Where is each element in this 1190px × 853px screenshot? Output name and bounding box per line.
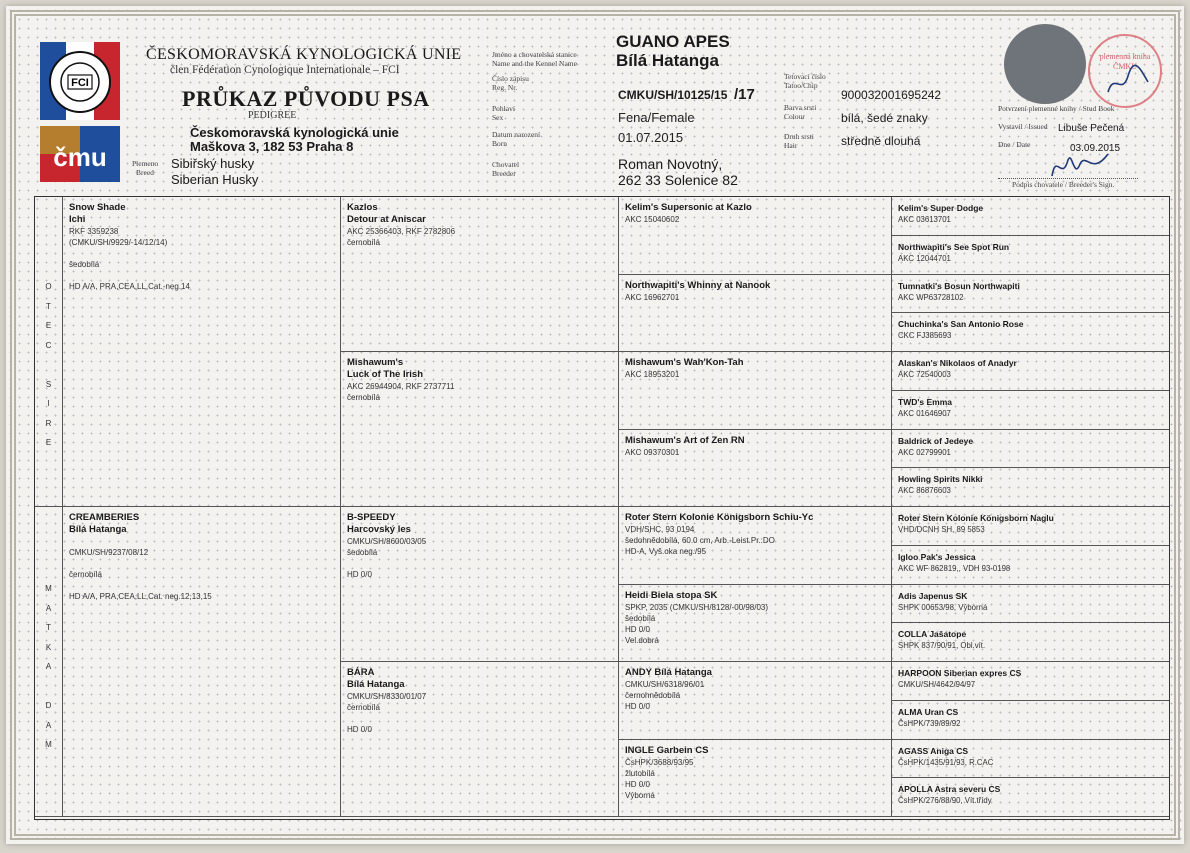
sire-side-label	[35, 197, 63, 507]
great-great-grandparent-cell	[892, 275, 1169, 314]
stamp-text: plemenná kniha ČMKU	[1099, 52, 1151, 71]
dog-name-line: Kelim's Supersonic at Kazlo	[625, 202, 752, 213]
grandparent-cell	[341, 197, 619, 352]
dam-side-label	[35, 507, 63, 817]
reg-suffix: /17	[734, 86, 755, 103]
dog-info-line: SHPK 00653/98, Výborná	[898, 602, 988, 612]
reg-number: CMKU/SH/10125/15	[618, 88, 728, 102]
dog-name-line: Northwapiti's Whinny at Nanook	[625, 279, 771, 291]
great-grandparent-cell	[619, 507, 892, 585]
dog-info-line: SPKP, 2035 (CMKU/SH/8128/-00/98/03)	[625, 602, 769, 612]
dog-name-line: Bílá Hatanga	[69, 524, 127, 535]
dog-info-line: HD A/A, PRA,CEA,LL,Cat. neg.12,13,15	[69, 592, 212, 601]
dog-name-line: Ichi	[69, 214, 86, 225]
great-great-grandparent-cell	[892, 468, 1169, 507]
dog-info-line: AKC 18953201	[625, 370, 680, 379]
great-grandparent-cell	[619, 430, 892, 508]
dam-side-letters	[35, 579, 62, 755]
dog-info-line: HD 0/0	[625, 624, 650, 634]
dog-name-line: Kazlos	[347, 202, 378, 213]
dog-info-line: AKC 02799901	[898, 447, 951, 457]
dog-info-line: Výborná	[625, 790, 655, 800]
breed-cz: Sibiřský husky	[171, 156, 255, 171]
hair-value: středně dlouhá	[841, 134, 921, 148]
great-great-grandparent-cell	[892, 740, 1169, 779]
great-great-grandparent-cell	[892, 662, 1169, 701]
dog-name-line1: GUANO APES	[616, 32, 730, 51]
fci-member-line: člen Fédération Cynologique Internationale – FCI	[170, 64, 400, 76]
signature-line	[998, 178, 1138, 179]
side-letter: M	[45, 584, 52, 593]
dog-info-line: černohnědobílá	[625, 691, 681, 700]
dog-info-line: AKC 12044701	[898, 253, 951, 263]
dog-name-line: Adis Japenus SK	[898, 590, 968, 601]
dog-info-line: CMKU/SH/9237/08/12	[69, 548, 149, 557]
dog-name-line: BÁRA	[347, 667, 375, 678]
dog-name-line: Heidi Biela stopa SK	[625, 589, 718, 601]
sex-value: Fena/Female	[618, 110, 695, 125]
fci-logo-text: FCI	[71, 77, 89, 89]
dog-info-line: HD-A, Vyš.oka neg./95	[625, 547, 707, 556]
great-great-grandparent-cell	[892, 352, 1169, 391]
dog-info-line: HD 0/0	[347, 570, 372, 579]
grandparent-cell	[341, 352, 619, 507]
dog-info-line: AKC 03613701	[898, 215, 951, 224]
dog-name-line: B-SPEEDY	[347, 512, 396, 523]
dog-info-line	[69, 580, 334, 591]
fci-logo-icon	[40, 42, 120, 120]
stamp-signature-icon	[1104, 62, 1154, 102]
dog-info-line: černobílá	[347, 238, 380, 247]
name-label-cz: Jméno a chovatelská stanice	[492, 50, 577, 59]
side-letter: T	[46, 301, 51, 311]
dog-info-line: AKC 72540003	[898, 370, 951, 379]
side-letter: T	[46, 623, 51, 632]
dog-info-line: šedobílá	[347, 548, 378, 557]
document-subtitle: PEDIGREE	[248, 110, 297, 121]
dog-name-line: Alaskan's Nikolaos of Anadyr	[898, 358, 1017, 368]
side-letter: A	[45, 662, 52, 671]
dog-name-line: Roter Stern Kolonie Königsborn Schiu-Yc	[625, 512, 814, 523]
dog-name-line: Igloo Pak's Jessica	[898, 551, 976, 562]
sex-label-en: Sex	[492, 113, 504, 122]
great-great-grandparent-cell	[892, 236, 1169, 275]
dog-name-line: Roter Stern Kolonie Königsborn Naglu	[898, 513, 1054, 523]
side-letter: D	[45, 701, 52, 710]
dog-info-line: AKC 01646907	[898, 408, 951, 418]
dog-name-line: Mishawum's	[347, 357, 404, 368]
cmu-logo-text: čmu	[53, 142, 107, 172]
dog-name-line: CREAMBERIES	[69, 512, 140, 523]
great-grandparent-cell	[619, 740, 892, 818]
side-letter: R	[45, 418, 52, 428]
dog-info-line: černobílá	[347, 703, 380, 712]
cmu-logo-icon	[40, 126, 120, 182]
sire-dam-cell	[63, 507, 341, 817]
hair-label-en: Hair	[784, 141, 798, 150]
great-great-grandparent-cell	[892, 778, 1169, 817]
sire-dam-cell	[63, 197, 341, 507]
stud-book-label: Potvrzení plemenné knihy / Stud Book	[998, 104, 1115, 113]
dog-info-line: AKC WF 862819,, VDH 93-0198	[898, 563, 1011, 573]
great-grandparent-cell	[619, 197, 892, 275]
dog-info-line	[69, 558, 334, 569]
dog-name-line: INGLE Garbein CS	[625, 744, 709, 756]
org-name: ČESKOMORAVSKÁ KYNOLOGICKÁ UNIE	[146, 46, 462, 63]
dog-info-line: CMKU/SH/4642/94/97	[898, 680, 976, 689]
dog-info-line: HD 0/0	[625, 779, 650, 789]
dog-info-line: AKC 86876603	[898, 486, 951, 496]
dog-info-line: AKC 15040602	[625, 215, 680, 224]
breed-label-cz: Plemeno	[132, 159, 159, 168]
dog-name-line: COLLA Jašatope	[898, 629, 967, 640]
dog-name-line: TWD's Emma	[898, 396, 952, 407]
dog-info-line: RKF 3359238	[69, 227, 119, 236]
colour-value: bílá, šedé znaky	[841, 111, 928, 125]
born-label-cz: Datum narození	[492, 130, 541, 139]
great-great-grandparent-cell	[892, 701, 1169, 740]
dog-info-line: černobílá	[347, 393, 380, 402]
breeder-line1: Roman Novotný,	[618, 156, 723, 172]
side-letter: O	[45, 282, 52, 291]
great-grandparent-cell	[619, 585, 892, 663]
chip-label-cz: Tetovací číslo	[784, 72, 826, 81]
dog-info-line: ČsHPK/3688/93/95	[625, 757, 694, 767]
sire-side-letters	[35, 277, 62, 453]
date-label: Dne / Date	[998, 140, 1031, 149]
great-great-grandparent-cell	[892, 313, 1169, 352]
dog-info-line: žlutobílá	[625, 768, 655, 778]
dog-info-line: CKC FJ385693	[898, 331, 952, 341]
grandparent-cell	[341, 662, 619, 817]
dog-name-line: Chuchinka's San Antonio Rose	[898, 319, 1024, 330]
dog-name-line: ANDY Bílá Hatanga	[625, 667, 712, 678]
dog-info-line: šedohnědobílá, 60.0 cm, Arb.-Leist.Pr.:DO	[625, 536, 775, 545]
pedigree-table	[34, 196, 1170, 820]
dog-info-line: Vel.dobrá	[625, 635, 659, 645]
issuer-name: Českomoravská kynologická unie	[190, 125, 399, 140]
reg-label-cz: Číslo zápisu	[492, 74, 529, 83]
issued-value: Libuše Pečená	[1058, 123, 1125, 134]
side-letter: C	[45, 340, 52, 350]
dog-name-line: HARPOON Siberian expres CS	[898, 668, 1022, 678]
colour-label-cz: Barva srsti	[784, 103, 817, 112]
dog-info-line: HD 0/0	[625, 702, 650, 711]
grandparent-cell	[341, 507, 619, 662]
great-great-grandparent-cell	[892, 623, 1169, 662]
dog-name-line: Mishawum's Art of Zen RN	[625, 434, 745, 446]
dog-name-line2: Bílá Hatanga	[616, 51, 719, 70]
chip-value: 900032001695242	[841, 88, 942, 102]
dog-name-line: Detour at Aniscar	[347, 214, 426, 225]
great-grandparent-cell	[619, 275, 892, 353]
dog-info-line	[69, 536, 334, 547]
dog-info-line: AKC 26944904, RKF 2737711	[347, 382, 455, 391]
dog-info-line: ČsHPK/276/88/90, Vít.třídy	[898, 796, 992, 806]
round-stamp-icon	[1004, 24, 1086, 104]
dog-info-line: ČsHPK/739/89/92	[898, 718, 961, 728]
great-great-grandparent-cell	[892, 507, 1169, 546]
breeder-label-en: Breeder	[492, 169, 516, 178]
dog-name-line: Bílá Hatanga	[347, 679, 405, 690]
side-letter: S	[45, 379, 52, 389]
dog-info-line: CMKU/SH/8330/01/07	[347, 692, 427, 701]
side-letter	[35, 677, 62, 697]
dog-name-line: Kelim's Super Dodge	[898, 203, 984, 213]
dog-name-line: Harcovský les	[347, 524, 411, 535]
great-great-grandparent-cell	[892, 585, 1169, 624]
side-letter: A	[45, 603, 52, 613]
dog-name-line: Howling Spirits Nikki	[898, 474, 983, 485]
dog-info-line: AKC 09370301	[625, 447, 680, 457]
dog-info-line: AKC 25366403, RKF 2782806	[347, 227, 456, 236]
side-letter	[35, 355, 62, 375]
dog-info-line: VDH/SHC, 93 0194	[625, 525, 695, 534]
reg-label-en: Reg. Nr.	[492, 83, 518, 92]
issued-label: Vystavil / Issued	[998, 122, 1048, 131]
dog-name-line: AGASS Aniga CS	[898, 745, 969, 756]
dog-name-line: ALMA Uran CS	[898, 706, 959, 717]
side-letter: M	[45, 740, 52, 749]
great-great-grandparent-cell	[892, 197, 1169, 236]
date-value: 03.09.2015	[1070, 143, 1121, 154]
signature-label: Podpis chovatele / Breeder's Sign.	[1012, 180, 1115, 189]
dog-name-line: Tumnatki's Bosun Northwapiti	[898, 280, 1020, 291]
dog-info-line: HD 0/0	[347, 725, 372, 734]
dog-info-line	[347, 713, 612, 724]
great-grandparent-cell	[619, 662, 892, 740]
born-label-en: Born	[492, 139, 507, 148]
dog-info-line: CMKU/SH/6318/96/01	[625, 680, 705, 689]
chip-label-en: Tatoo/Chip	[784, 81, 818, 90]
side-letter: A	[45, 720, 52, 730]
colour-label-en: Colour	[784, 112, 805, 121]
dog-info-line: SHPK 837/90/91, Obl.vít.	[898, 641, 986, 651]
name-label-en: Name and the Kennel Name	[492, 59, 577, 68]
great-great-grandparent-cell	[892, 391, 1169, 430]
side-letter: E	[45, 438, 52, 447]
dog-info-line: ČsHPK/1435/91/93, R.CAC	[898, 757, 994, 767]
dog-info-line: AKC WP63728102	[898, 292, 964, 302]
dog-info-line: šedobílá	[69, 260, 100, 269]
dog-name-line: Baldrick of Jedeye	[898, 435, 974, 446]
great-great-grandparent-cell	[892, 430, 1169, 469]
dog-info-line: černobílá	[69, 570, 102, 579]
document-title: PRŮKAZ PŮVODU PSA	[182, 86, 430, 111]
dog-info-line	[69, 270, 334, 281]
dog-info-line: šedobílá	[625, 613, 656, 623]
dog-info-line: VHD/DCNH SH, 89 5853	[898, 525, 985, 534]
dog-name-line: Mishawum's Wah'Kon-Tah	[625, 357, 744, 368]
dog-info-line	[347, 558, 612, 569]
issuer-address: Maškova 3, 182 53 Praha 8	[190, 139, 354, 154]
great-grandparent-cell	[619, 352, 892, 430]
side-letter: E	[45, 321, 52, 330]
great-great-grandparent-cell	[892, 546, 1169, 585]
breed-en: Siberian Husky	[171, 172, 259, 187]
dog-info-line: CMKU/SH/8600/03/05	[347, 537, 427, 546]
born-value: 01.07.2015	[618, 130, 684, 145]
dog-info-line: HD A/A, PRA,CEA,LL,Cat.-neg.14	[69, 282, 190, 291]
breeder-label-cz: Chovatel	[492, 160, 520, 169]
side-letter: K	[45, 642, 52, 652]
dog-info-line	[69, 248, 334, 259]
dog-name-line: Snow Shade	[69, 202, 126, 213]
breeder-line2: 262 33 Solenice 82	[618, 172, 738, 188]
hair-label-cz: Druh srsti	[784, 132, 814, 141]
pedigree-document	[6, 6, 1184, 844]
sex-label-cz: Pohlaví	[492, 104, 515, 113]
breed-label-en: Breed	[136, 168, 154, 177]
dog-info-line: (CMKU/SH/9929/-14/12/14)	[69, 238, 168, 247]
dog-info-line: AKC 16962701	[625, 292, 680, 302]
dog-name-line: APOLLA Astra severu CS	[898, 784, 1001, 795]
dog-name-line: Luck of The Irish	[347, 369, 424, 380]
side-letter: I	[47, 399, 50, 408]
dog-name-line: Northwapiti's See Spot Run	[898, 241, 1010, 252]
